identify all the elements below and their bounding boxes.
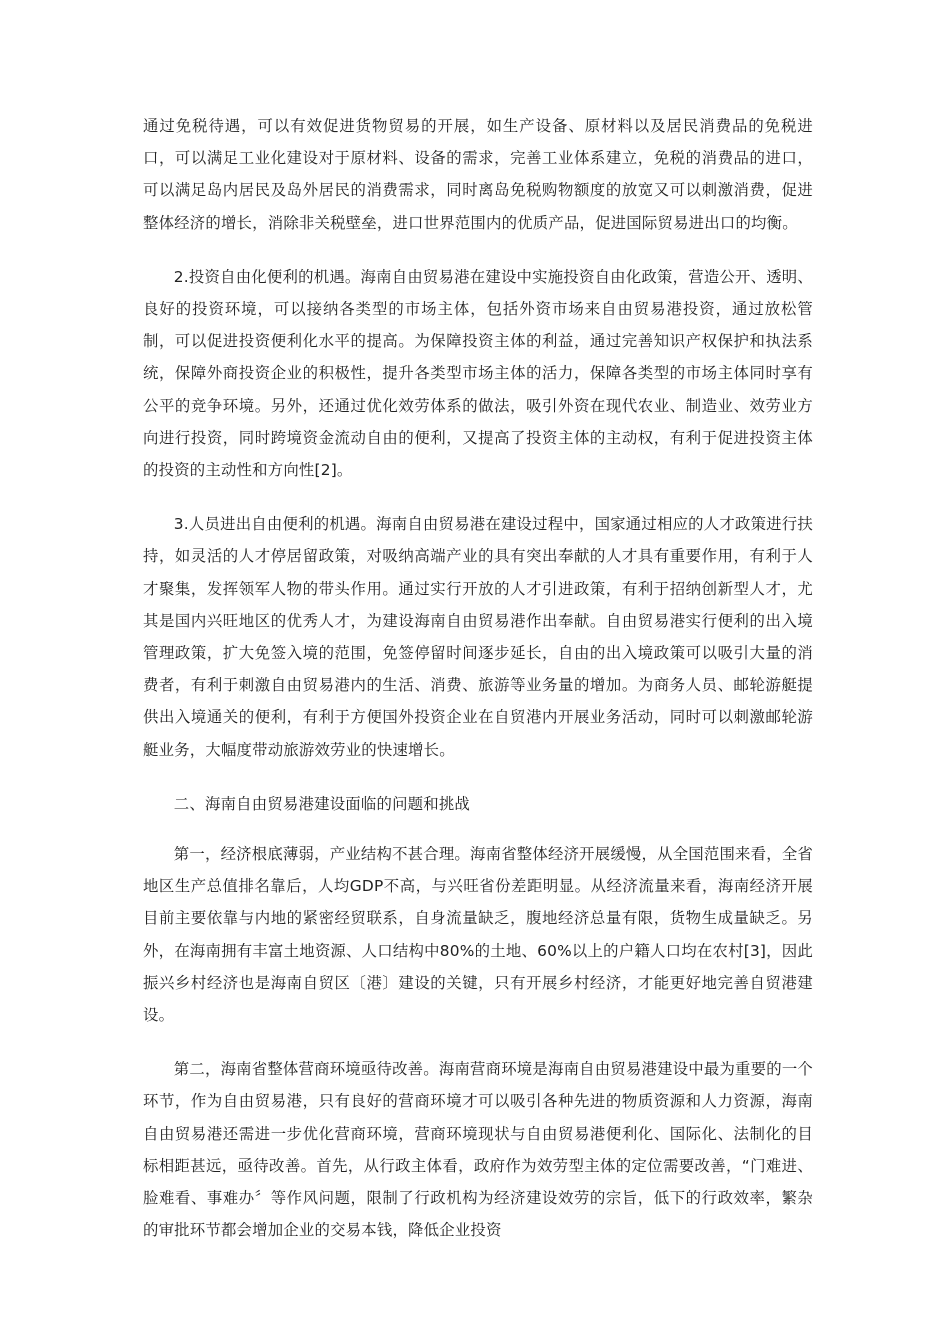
document-body (143, 110, 813, 1269)
section-heading: 二、海南自由贸易港建设面临的问题和挑战 (173, 794, 471, 813)
paragraph-personnel-mobility: 3.人员进出自由便利的机遇。海南自由贸易港在建设过程中，国家通过相应的人才政策进行扶持，如灵活的人才停居留政策，对吸纳高端产业的具有突出奉献的人才具有重要作用，有利于人才聚集，发挥领军人物的带头作用。通过实行开放的人才引进政策，有利于招纳创新型人才，尤其是国内兴旺地区的优秀人才，为建设海南自由贸易港作出奉献。自由贸易港实行便利的出入境管理政策，扩大免签入境的范围，免签停留时间逐步延长，自由的出入境政策可以吸引大量的消费者，有利于刺激自由贸易港内的生活、消费、旅游等业务量的增加。为商务人员、邮轮游艇提供出入境通关的便利，有利于方便国外投资企业在自贸港内开展业务活动，同时可以刺激邮轮游艇业务，大幅度带动旅游效劳业的快速增长。 (143, 515, 813, 759)
paragraph-investment-liberalization: 2.投资自由化便利的机遇。海南自由贸易港在建设中实施投资自由化政策，营造公开、透明、良好的投资环境，可以接纳各类型的市场主体，包括外资市场来自由贸易港投资，通过放松管制，可以促进投资便利化水平的提高。为保障投资主体的利益，通过完善知识产权保护和执法系统，保障外商投资企业的积极性，提升各类型市场主体的活力，保障各类型的市场主体同时享有公平的竞争环境。另外，还通过优化效劳体系的做法，吸引外资在现代农业、制造业、效劳业方向进行投资，同时跨境资金流动自由的便利，又提高了投资主体的主动权，有利于促进投资主体的投资的主动性和方向性[2]。 (143, 267, 813, 480)
paragraph-economic-foundation: 第一，经济根底薄弱，产业结构不甚合理。海南省整体经济开展缓慢，从全国范围来看，全省地区生产总值排名靠后，人均GDP不高，与兴旺省份差距明显。从经济流量来看，海南经济开展目前主要依靠与内地的紧密经贸联系，自身流量缺乏，腹地经济总量有限，货物生成量缺乏。另外，在海南拥有丰富土地资源、人口结构中80%的土地、60%以上的户籍人口均在农村[3]，因此振兴乡村经济也是海南自贸区〔港〕建设的关键，只有开展乡村经济，才能更好地完善自贸港建设。 (143, 845, 814, 1025)
paragraph-duty-free: 通过免税待遇，可以有效促进货物贸易的开展，如生产设备、原材料以及居民消费品的免税进口，可以满足工业化建设对于原材料、设备的需求，完善工业体系建立，免税的消费品的进口，可以满足岛内居民及岛外居民的消费需求，同时离岛免税购物额度的放宽又可以刺激消费，促进整体经济的增长，消除非关税壁垒，进口世界范围内的优质产品，促进国际贸易进出口的均衡。 (143, 117, 813, 232)
paragraph-business-environment: 第二，海南省整体营商环境亟待改善。海南营商环境是海南自由贸易港建设中最为重要的一个环节，作为自由贸易港，只有良好的营商环境才可以吸引各种先进的物质资源和人力资源，海南自由贸易港还需进一步优化营商环境，营商环境现状与自由贸易港便利化、国际化、法制化的目标相距甚远，亟待改善。首先，从行政主体看，政府作为效劳型主体的定位需要改善，“门难进、脸难看、事难办〞等作风问题，限制了行政机构为经济建设效劳的宗旨，低下的行政效率，繁杂的审批环节都会增加企业的交易本钱，降低企业投资 (143, 1060, 814, 1240)
